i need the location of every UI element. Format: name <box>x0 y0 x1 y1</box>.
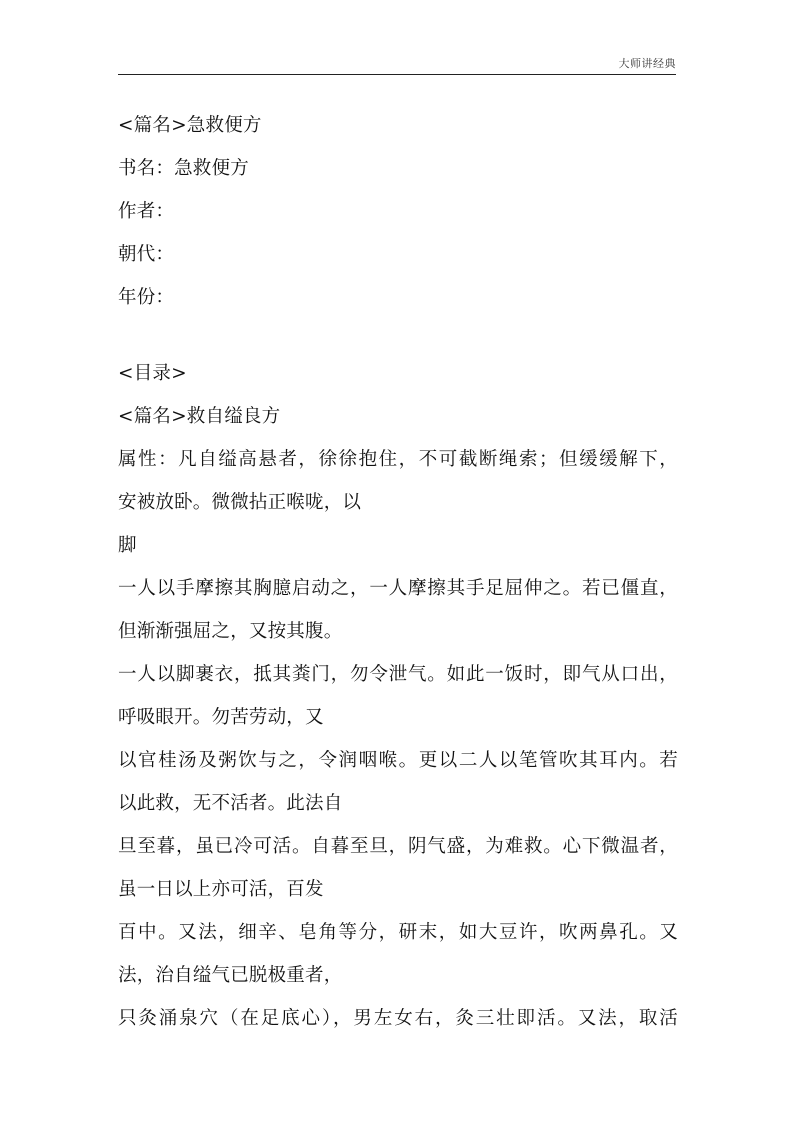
body-line: 但渐渐强屈之，又按其腹。 <box>118 621 343 642</box>
body-line: 法，治自缢气已脱极重者， <box>118 965 343 986</box>
body-line: 安被放卧。微微拈正喉咙，以 <box>118 492 362 513</box>
body-line: 虽一日以上亦可活，百发 <box>118 879 324 900</box>
page-header <box>118 54 676 75</box>
header-title: 大师讲经典 <box>618 57 676 70</box>
body-line: 脚 <box>118 535 137 556</box>
dynasty-field: 朝代： <box>118 244 175 265</box>
body-line: 以官桂汤及粥饮与之，令润咽喉。更以二人以笔管吹其耳内。若 <box>118 750 678 771</box>
body-line: 百中。又法，细辛、皂角等分，研末，如大豆许，吹两鼻孔。又 <box>118 922 678 943</box>
body-line: 一人以手摩擦其胸臆启动之，一人摩擦其手足屈伸之。若已僵直， <box>118 578 678 599</box>
section-heading: <篇名>救自缢良方 <box>118 406 281 427</box>
year-field: 年份： <box>118 287 175 308</box>
body-line: 只灸涌泉穴（在足底心），男左女右，灸三壮即活。又法，取活 <box>118 1008 678 1029</box>
body-line: 属性：凡自缢高悬者，徐徐抱住，不可截断绳索；但缓缓解下， <box>118 449 678 470</box>
body-line: 以此救，无不活者。此法自 <box>118 793 343 814</box>
author-field: 作者： <box>118 201 175 222</box>
body-line: 呼吸眼开。勿苦劳动，又 <box>118 707 324 728</box>
blank-line <box>118 319 678 352</box>
chapter-heading: <篇名>急救便方 <box>118 115 262 136</box>
document-body <box>118 104 678 1040</box>
body-line: 旦至暮，虽已冷可活。自暮至旦，阴气盛，为难救。心下微温者， <box>118 836 678 857</box>
body-line: 一人以脚裹衣，抵其粪门，勿令泄气。如此一饭时，即气从口出， <box>118 664 678 685</box>
toc-heading: <目录> <box>118 363 187 384</box>
book-name-field: 书名：急救便方 <box>118 158 249 179</box>
